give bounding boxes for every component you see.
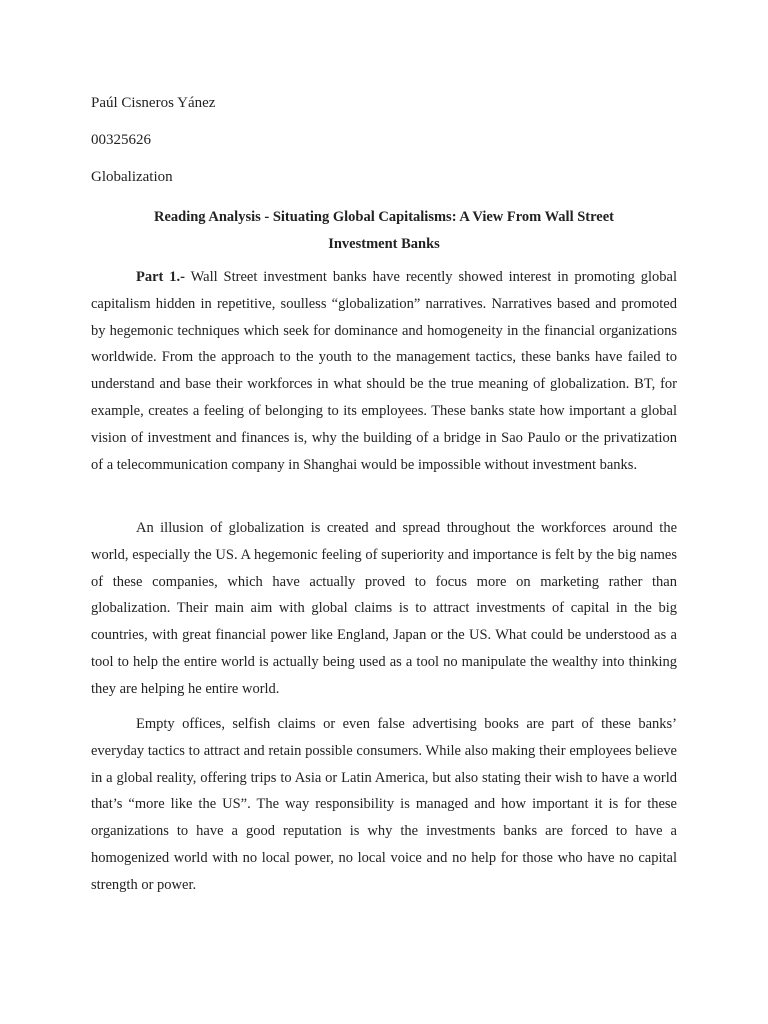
paragraph-3: Empty offices, selfish claims or even false advertising books are part of these banks’ everyday tactics to attract and retain possible consumers. While also making their employees believe in a global reality, offering trips to Asia or Latin America, but also stating their wish to have a world that’s “more like the US”. The way responsibility is managed and how important it is for these organizations to have a good reputation is why the investments banks are forced to have a homogenized world with no local power, no local voice and no help for those who have no capital strength or power.: [91, 716, 677, 893]
document-title: [91, 204, 677, 258]
title-line-2: Investment Banks: [328, 236, 440, 252]
part-label: Part 1.-: [136, 269, 185, 285]
title-line-1: Reading Analysis - Situating Global Capitalisms: A View From Wall Street: [153, 209, 615, 225]
student-id: 00325626: [91, 132, 151, 148]
paragraph-1-text: Wall Street investment banks have recently showed interest in promoting global capitalism hidden in repetitive, soulless “globalization” narratives. Narratives based and promoted by hegemonic techniques which seek for dominance and homogeneity in the financial organizations worldwide. From the approach to the youth to the management tactics, these banks have failed to understand and base their workforces in what should be the true meaning of globalization. BT, for example, creates a feeling of belonging to its employees. These banks state how important a global vision of investment and finances is, why the building of a bridge in Sao Paulo or the privatization of a telecommunication company in Shanghai would be impossible without investment banks.: [91, 269, 677, 473]
paragraph-2: An illusion of globalization is created and spread throughout the workforces around the world, especially the US. A hegemonic feeling of superiority and importance is felt by the big names of these companies, which have actually proved to focus more on marketing rather than globalization. Their main aim with global claims is to attract investments of capital in the big countries, with great financial power like England, Japan or the US. What could be understood as a tool to help the entire world is actually being used as a tool no manipulate the wealthy into thinking they are helping he entire world.: [91, 520, 677, 697]
author-name: Paúl Cisneros Yánez: [91, 95, 216, 111]
paragraph-1: [91, 264, 677, 478]
course-name: Globalization: [91, 169, 173, 185]
